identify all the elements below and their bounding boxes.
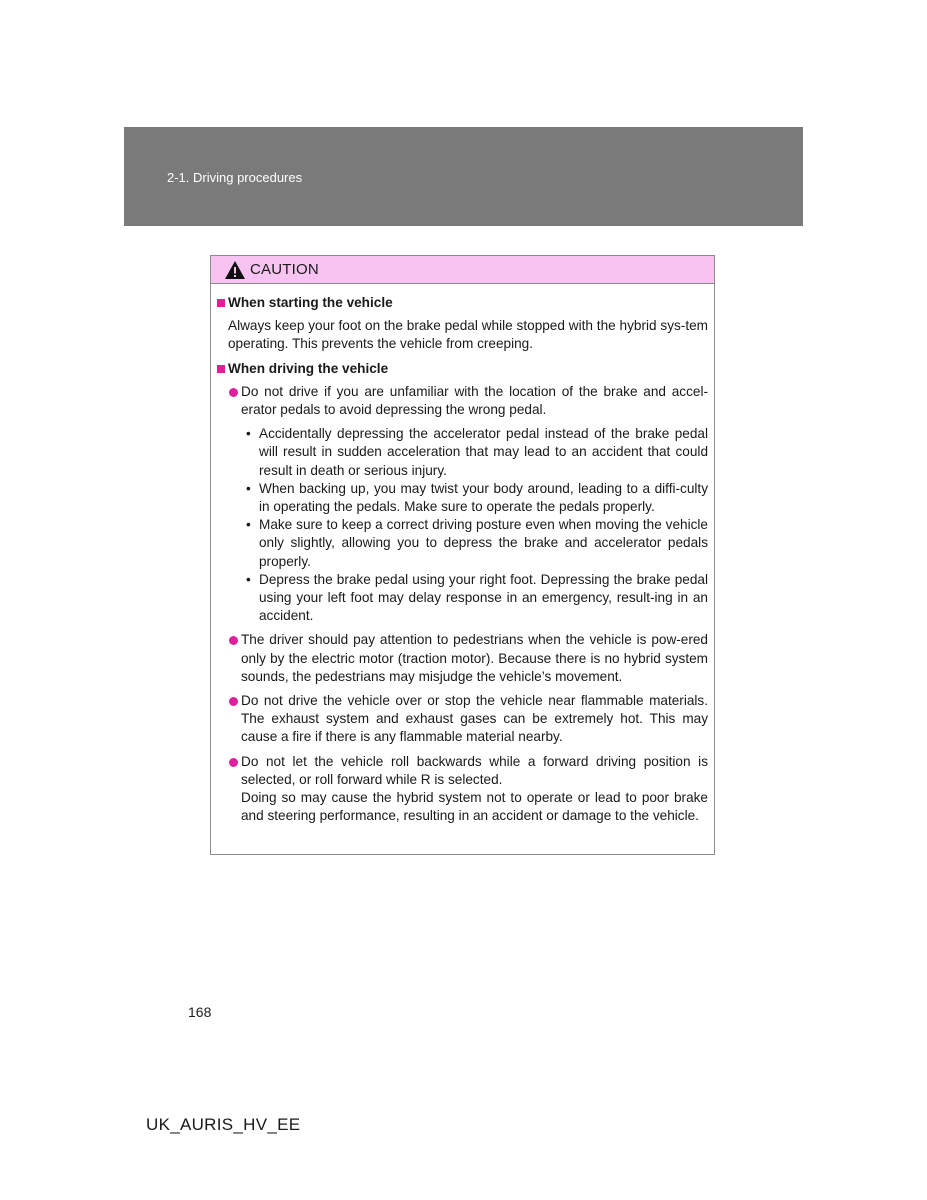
dot-bullet-icon: • — [246, 426, 251, 442]
sub-list-item-text: Depress the brake pedal using your right foot. Depressing the brake pedal using your left foot may delay response in an emergency, result-ing in an accident. — [259, 571, 708, 624]
dot-bullet-icon: • — [246, 517, 251, 533]
sub-list-item-text: Make sure to keep a correct driving posture even when moving the vehicle only slightly, allowing you to depress the brake and accelerator pedals properly. — [259, 517, 708, 569]
dot-bullet-icon: • — [246, 480, 251, 496]
sub-list-item — [241, 571, 708, 626]
list-item-text: Do not drive if you are unfamiliar with the location of the brake and accel-erator pedals to avoid depressing the wrong pedal. — [241, 383, 708, 418]
section-title: 2-1. Driving procedures — [167, 170, 303, 185]
list-item-text: Do not let the vehicle roll backwards while a forward driving position is selected, or roll forward while R is selected. — [241, 753, 708, 787]
dot-bullet-icon: • — [246, 571, 251, 587]
round-bullet-icon — [229, 758, 238, 767]
section-heading — [217, 294, 708, 312]
square-bullet-icon — [217, 299, 225, 307]
section-heading-text: When starting the vehicle — [228, 295, 393, 310]
list-item — [217, 753, 708, 826]
sub-list — [217, 425, 708, 625]
round-bullet-icon — [229, 636, 238, 645]
sub-list-item — [241, 480, 708, 516]
list-item-text: The driver should pay attention to pedestrians when the vehicle is pow-ered only by the electric motor (traction motor). Because there is no hybrid system sounds, the pedestrians may misjudge the vehicle’s movement. — [241, 632, 708, 684]
sub-list-item — [241, 516, 708, 571]
list-item-text: Do not drive the vehicle over or stop the vehicle near flammable materials. The exhaust system and exhaust gases can be extremely hot. This may cause a fire if there is any flammable material nearby. — [241, 693, 708, 745]
round-bullet-icon — [229, 388, 238, 397]
section-paragraph: Always keep your foot on the brake pedal while stopped with the hybrid sys-tem operating. This prevents the vehicle from creeping. — [228, 318, 708, 352]
caution-box — [210, 255, 715, 855]
sub-list-item-text: When backing up, you may twist your body around, leading to a diffi-culty in operating the pedals. Make sure to operate the pedals properly. — [259, 480, 708, 515]
list-item — [217, 631, 708, 686]
warning-triangle-icon — [224, 260, 246, 280]
document-code: UK_AURIS_HV_EE — [146, 1115, 301, 1134]
caution-header — [211, 256, 714, 284]
list-item — [217, 692, 708, 747]
section-heading — [217, 360, 708, 378]
sub-list-item-text: Accidentally depressing the accelerator pedal instead of the brake pedal will result in sudden acceleration that may lead to an accident that could result in death or serious injury. — [259, 426, 708, 478]
section-heading-text: When driving the vehicle — [228, 360, 389, 376]
header-band — [124, 127, 803, 226]
caution-title: CAUTION — [250, 261, 319, 278]
sub-list-item — [241, 425, 708, 480]
round-bullet-icon — [229, 697, 238, 706]
list-item-extra-text: Doing so may cause the hybrid system not to operate or lead to poor brake and steering performance, resulting in an accident or damage to the vehicle. — [241, 790, 708, 824]
page-number: 168 — [188, 1004, 212, 1020]
square-bullet-icon — [217, 365, 225, 373]
caution-body — [211, 284, 714, 825]
list-item — [217, 383, 708, 419]
